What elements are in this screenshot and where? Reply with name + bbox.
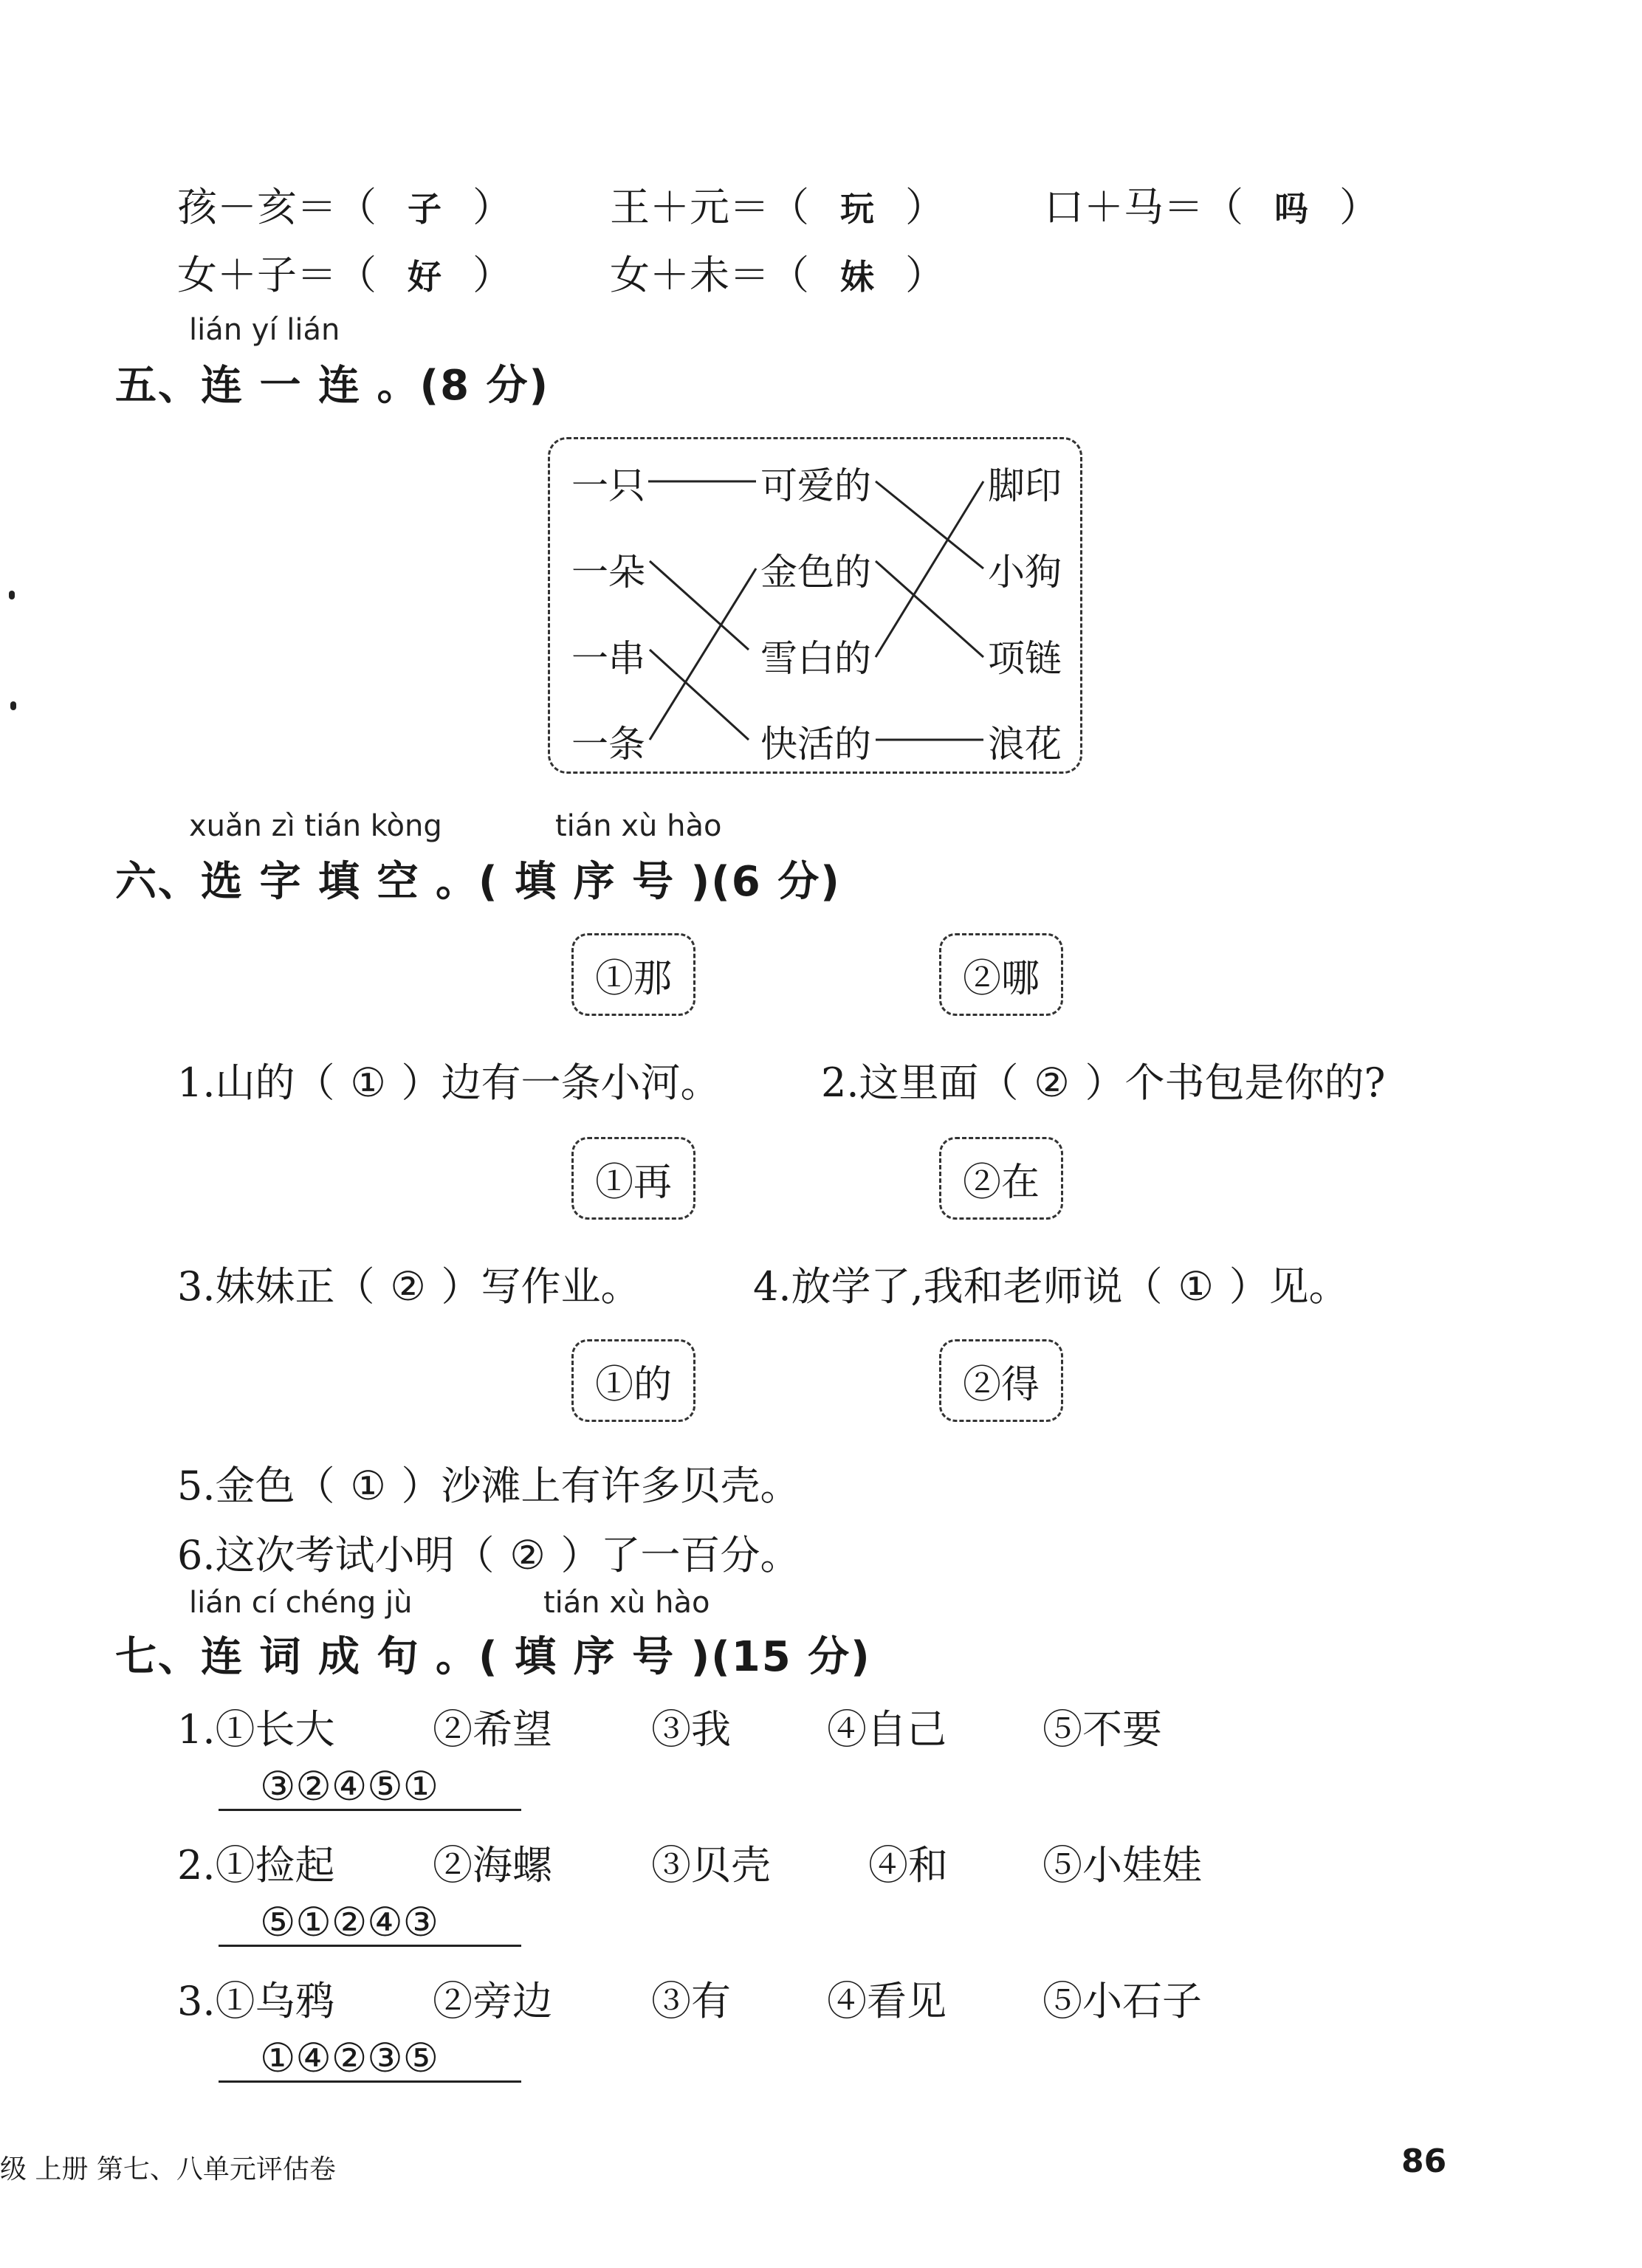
match-col1-3: 一串 <box>571 637 645 680</box>
match-col1-1: 一只 <box>571 464 645 507</box>
match-col1-2: 一朵 <box>571 551 645 594</box>
question-2 <box>821 1051 1385 1108</box>
sentence-item-3 <box>177 1970 335 2027</box>
expr: 王＋元＝（ <box>610 184 809 230</box>
match-line <box>650 650 749 740</box>
section6-pinyin-a: xuǎn zì tián kòng <box>189 809 442 843</box>
q-post: ）边有一条小河。 <box>401 1059 721 1106</box>
scan-mark <box>10 701 16 710</box>
word: ④和 <box>868 1842 948 1889</box>
word: ②旁边 <box>433 1978 552 2024</box>
word: ⑤小娃娃 <box>1042 1842 1202 1889</box>
q-answer: ① <box>1178 1263 1214 1310</box>
q-post: ）个书包是你的? <box>1085 1059 1386 1106</box>
word: ⑤小石子 <box>1042 1978 1202 2024</box>
option-box: ②哪 <box>939 933 1063 1016</box>
section6-title: 六、选 字 填 空 。( 填 序 号 )(6 分) <box>115 858 841 906</box>
q-post: ）见。 <box>1229 1263 1349 1310</box>
expr: 孩－亥＝（ <box>177 184 377 230</box>
question-6 <box>177 1524 800 1581</box>
q-pre: 4.放学了,我和老师说（ <box>753 1263 1163 1310</box>
answer: 吗 <box>1274 189 1308 229</box>
section5-pinyin: lián yí lián <box>189 313 340 347</box>
match-col2-1: 可爱的 <box>760 464 871 507</box>
expr: 口＋马＝（ <box>1044 184 1243 230</box>
q-pre: 6.这次考试小明（ <box>177 1532 495 1578</box>
match-line <box>650 568 756 740</box>
match-col3-1: 脚印 <box>988 464 1062 507</box>
question-5 <box>177 1454 800 1511</box>
option-box: ②在 <box>939 1137 1063 1220</box>
match-col2-2: 金色的 <box>760 551 871 594</box>
paren: ） <box>905 184 945 230</box>
answer-sequence: ①④②③⑤ <box>260 2035 439 2081</box>
answer: 好 <box>408 257 442 297</box>
word: ③贝壳 <box>651 1842 771 1889</box>
word: ④看见 <box>827 1978 947 2024</box>
expr: 女＋子＝（ <box>177 252 377 298</box>
match-col2-3: 雪白的 <box>760 637 871 680</box>
answer-underline <box>219 1945 521 1947</box>
section5-title: 五、连 一 连 。(8 分) <box>115 362 550 410</box>
q-pre: 3.妹妹正（ <box>177 1263 375 1310</box>
answer-underline <box>219 1809 521 1811</box>
page-number: 86 <box>1401 2142 1447 2180</box>
q-answer: ② <box>509 1532 546 1578</box>
word: ⑤不要 <box>1042 1706 1162 1753</box>
answer-underline <box>219 2080 521 2083</box>
q-pre: 1.山的（ <box>177 1059 335 1106</box>
match-col3-4: 浪花 <box>988 723 1062 766</box>
sentence-item-2 <box>177 1834 335 1891</box>
match-line <box>876 481 983 568</box>
word: ④自己 <box>827 1706 947 1753</box>
item-number: 3. <box>177 1978 216 2024</box>
match-col3-3: 项链 <box>988 637 1062 680</box>
word: ③有 <box>651 1978 731 2024</box>
answer-sequence: ③②④⑤① <box>260 1763 439 1810</box>
paren: ） <box>1339 184 1379 230</box>
word: ②希望 <box>433 1706 552 1753</box>
option-box: ①那 <box>571 933 695 1016</box>
section7-pinyin-b: tián xù hào <box>543 1586 710 1620</box>
answer: 玩 <box>840 189 874 229</box>
paren: ） <box>473 252 512 298</box>
word: ①乌鸦 <box>215 1978 335 2024</box>
item-number: 1. <box>177 1706 216 1753</box>
question-4 <box>753 1255 1349 1312</box>
q-pre: 2.这里面（ <box>821 1059 1019 1106</box>
word: ②海螺 <box>433 1842 552 1889</box>
paren: ） <box>905 252 945 298</box>
section7-pinyin-a: lián cí chéng jù <box>189 1586 413 1620</box>
match-line <box>876 561 983 657</box>
answer-sequence: ⑤①②④③ <box>260 1899 439 1945</box>
q-answer: ② <box>390 1263 426 1310</box>
word: ①捡起 <box>215 1842 335 1889</box>
answer: 妹 <box>840 257 874 297</box>
q-answer: ② <box>1034 1059 1070 1106</box>
item-number: 2. <box>177 1842 216 1889</box>
q-answer: ① <box>350 1463 386 1509</box>
q-post: ）沙滩上有许多贝壳。 <box>401 1463 800 1509</box>
q-answer: ① <box>350 1059 386 1106</box>
word: ③我 <box>651 1706 731 1753</box>
q-post: ）了一百分。 <box>560 1532 800 1578</box>
q-pre: 5.金色（ <box>177 1463 335 1509</box>
section7-title: 七、连 词 成 句 。( 填 序 号 )(15 分) <box>115 1633 871 1681</box>
paren: ） <box>473 184 512 230</box>
option-box: ①的 <box>571 1339 695 1422</box>
expr: 女＋未＝（ <box>610 252 809 298</box>
match-col2-4: 快活的 <box>760 723 871 766</box>
scan-mark <box>9 591 15 599</box>
q-post: ）写作业。 <box>441 1263 641 1310</box>
section6-pinyin-b: tián xù hào <box>555 809 722 843</box>
option-box: ②得 <box>939 1339 1063 1422</box>
word: ①长大 <box>215 1706 335 1753</box>
match-col3-2: 小狗 <box>988 551 1062 594</box>
question-3 <box>177 1255 641 1312</box>
option-box: ①再 <box>571 1137 695 1220</box>
sentence-item-1 <box>177 1698 335 1755</box>
answer: 子 <box>408 189 442 229</box>
match-col1-4: 一条 <box>571 723 645 766</box>
match-line <box>876 481 983 657</box>
question-1 <box>177 1051 721 1108</box>
footer-left: 级 上册 第七、八单元评估卷 <box>0 2154 336 2185</box>
